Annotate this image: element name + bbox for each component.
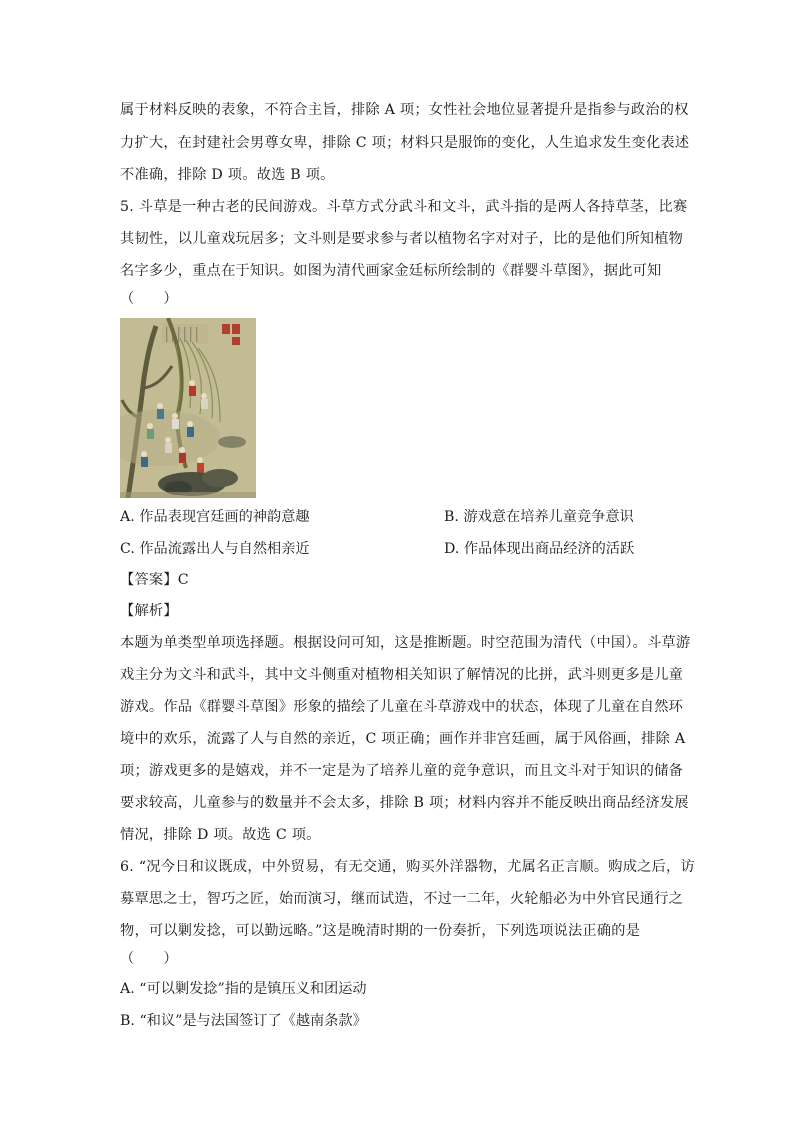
q5-analysis-line-4: 境中的欢乐，流露了人与自然的亲近，C 项正确；画作并非宫廷画，属于风俗画，排除 A: [120, 731, 686, 747]
q4-analysis-line-1: 属于材料反映的表象，不符合主旨，排除 A 项；女性社会地位显著提升是指参与政治的权: [120, 102, 689, 118]
q4-analysis-line-3: 不准确，排除 D 项。故选 B 项。: [120, 167, 335, 183]
q5-analysis-line-5: 项；游戏更多的是嬉戏，并不一定是为了培养儿童的竞争意识，而且文斗对于知识的储备: [120, 763, 684, 779]
q5-analysis-line-3: 游戏。作品《群婴斗草图》形象的描绘了儿童在斗草游戏中的状态，体现了儿童在自然环: [120, 699, 684, 715]
q5-stem-line-2: 其韧性，以儿童戏玩居多；文斗则是要求参与者以植物名字对对子，比的是他们所知植物: [120, 231, 684, 247]
q5-option-a[interactable]: A. 作品表现宫廷画的神韵意趣: [120, 509, 310, 525]
q6-option-b[interactable]: B. “和议”是与法国签订了《越南条款》: [120, 1013, 367, 1029]
q6-stem-line-3: 物，可以剿发捻，可以勤远略。”这是晚清时期的一份奏折，下列选项说法正确的是: [120, 923, 641, 939]
q5-stem-line-1: 5. 斗草是一种古老的民间游戏。斗草方式分武斗和文斗，武斗指的是两人各持草茎，比赛: [120, 199, 688, 215]
q5-analysis-line-2: 戏主分为文斗和武斗，其中文斗侧重对植物相关知识了解情况的比拼，武斗则更多是儿童: [120, 667, 684, 683]
q6-stem-line-4: （ ）: [120, 951, 178, 967]
q6-stem-line-1: 6. “况今日和议既成，中外贸易，有无交通，购买外洋器物，尤属名正言顺。购成之后，访: [120, 859, 695, 875]
q5-stem-line-4: （ ）: [120, 291, 178, 307]
q6-option-a[interactable]: A. “可以剿发捻”指的是镇压义和团运动: [120, 981, 367, 997]
q4-analysis-line-2: 力扩大，在封建社会男尊女卑，排除 C 项；材料只是服饰的变化，人生追求发生变化表述: [120, 135, 690, 151]
q5-stem-line-3: 名字多少，重点在于知识。如图为清代画家金廷标所绘制的《群婴斗草图》，据此可知: [120, 263, 662, 279]
q5-option-c[interactable]: C. 作品流露出人与自然相亲近: [120, 541, 310, 557]
painting-image: [120, 318, 256, 498]
q5-analysis-line-6: 要求较高，儿童参与的数量并不会太多，排除 B 项；材料内容并不能反映出商品经济发展: [120, 795, 689, 811]
q5-option-b[interactable]: B. 游戏意在培养儿童竞争意识: [444, 509, 634, 525]
q5-answer: 【答案】C: [120, 572, 189, 588]
q5-analysis-line-1: 本题为单类型单项选择题。根据设问可知，这是推断题。时空范围为清代（中国）。斗草游: [120, 635, 691, 651]
q5-analysis-line-7: 情况，排除 D 项。故选 C 项。: [120, 827, 321, 843]
q5-analysis-heading: 【解析】: [120, 603, 178, 619]
q5-option-d[interactable]: D. 作品体现出商品经济的活跃: [444, 541, 635, 557]
q6-stem-line-2: 募覃思之士，智巧之匠，始而演习，继而试造，不过一二年，火轮船必为中外官民通行之: [120, 891, 684, 907]
